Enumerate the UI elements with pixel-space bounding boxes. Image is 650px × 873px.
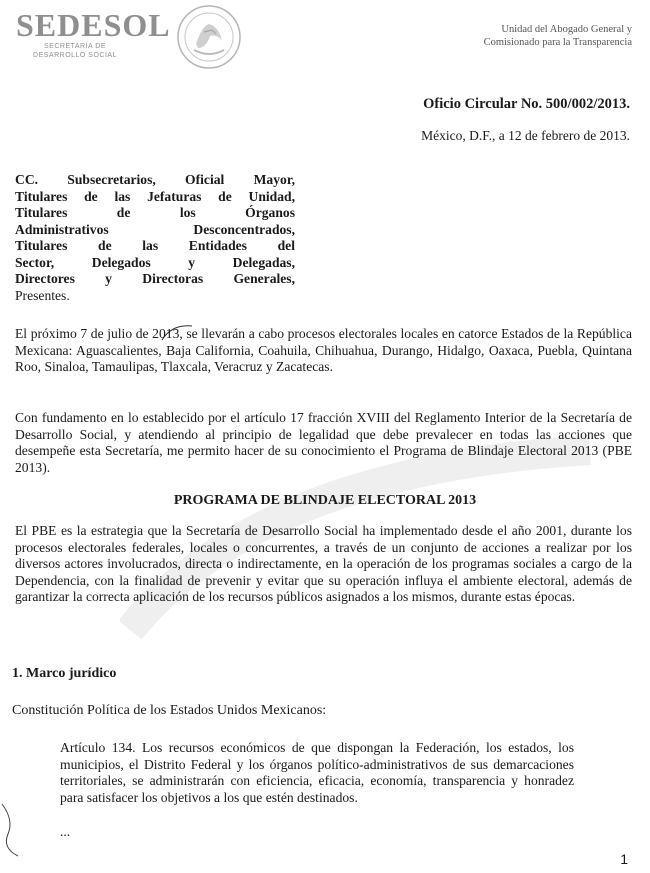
addressee-line: Directores y Directoras Generales,: [15, 271, 295, 286]
addressee-line: Administrativos Desconcentrados,: [15, 221, 295, 237]
oficio-number: Oficio Circular No. 500/002/2013.: [423, 96, 630, 112]
program-title: PROGRAMA DE BLINDAJE ELECTORAL 2013: [173, 493, 477, 508]
addressee-presente: Presentes.: [15, 287, 70, 303]
section-heading: 1. Marco jurídico: [12, 666, 117, 681]
constitution-label: Constitución Política de los Estados Unidos Mexicanos:: [12, 703, 327, 718]
addressee-line: Sector, Delegados y Delegadas,: [15, 254, 295, 270]
document-date: México, D.F., a 12 de febrero de 2013.: [421, 128, 630, 143]
quote-ellipsis: ...: [60, 824, 71, 839]
issuing-unit: [392, 23, 632, 49]
paragraph-pbe: El PBE es la estrategia que la Secretaría de Desarrollo Social ha implementado desde el año 2001, durante los procesos electorales federales, locales o concurrentes, a través de un conjunto de acciones a realizar por los diversos actores involucrados, directa o indirectamente, en la operación de los programas sociales a cargo de la Dependencia, con la finalidad de prevenir y evitar que su operación influya el ambiente electoral, además de garantizar la correcta aplicación de los recursos públicos asignados a los mismos, durante estas épocas.: [15, 523, 632, 605]
page-number: 1: [620, 851, 628, 867]
national-seal-icon: [176, 4, 242, 70]
addressee-line: Titulares de los Órganos: [15, 205, 295, 220]
logo-wordmark: SEDESOL: [16, 7, 171, 43]
paragraph-legal-basis: Con fundamento en lo establecido por el artículo 17 fracción XVIII del Reglamento Interior de la Secretaría de Desarrollo Social, y atendiendo al principio de legalidad que debe prevalecer en todas las acciones que desempeñe esta Secretaría, me permito hacer de su conocimiento el Programa de Blindaje Electoral 2013 (PBE 2013).: [15, 410, 632, 475]
addressee-line: CC. Subsecretarios, Oficial Mayor,: [15, 172, 295, 187]
addressee-line: Titulares de las Entidades del: [15, 238, 295, 253]
unit-line-1: Unidad del Abogado General y: [501, 24, 632, 35]
article-134-quote: Artículo 134. Los recursos económicos de que dispongan la Federación, los estados, los municipios, el Distrito Federal y los órganos político-administrativos de sus demarcaciones territoriales, se administrarán con eficiencia, eficacia, economía, transparencia y honradez para satisfacer los objetivos a los que estén destinados.: [60, 740, 574, 805]
addressee-block: [15, 172, 295, 304]
sedesol-logo: [16, 7, 171, 60]
addressee-line: Titulares de las Jefaturas de Unidad,: [15, 188, 295, 204]
logo-subtitle-1: SECRETARÍA DE: [44, 43, 106, 50]
margin-scribble-icon: [0, 800, 22, 860]
logo-subtitle-2: DESARROLLO SOCIAL: [33, 52, 117, 59]
paragraph-elections: El próximo 7 de julio de 2013, se llevarán a cabo procesos electorales locales en catorce Estados de la República Mexicana: Aguascalientes, Baja California, Coahuila, Chihuahua, Durango, Hidalgo, Oaxaca, Puebla, Quintana Roo, Sinaloa, Tamaulipas, Tlaxcala, Veracruz y Zacatecas.: [15, 326, 632, 375]
unit-line-2: Comisionado para la Transparencia: [483, 37, 632, 48]
